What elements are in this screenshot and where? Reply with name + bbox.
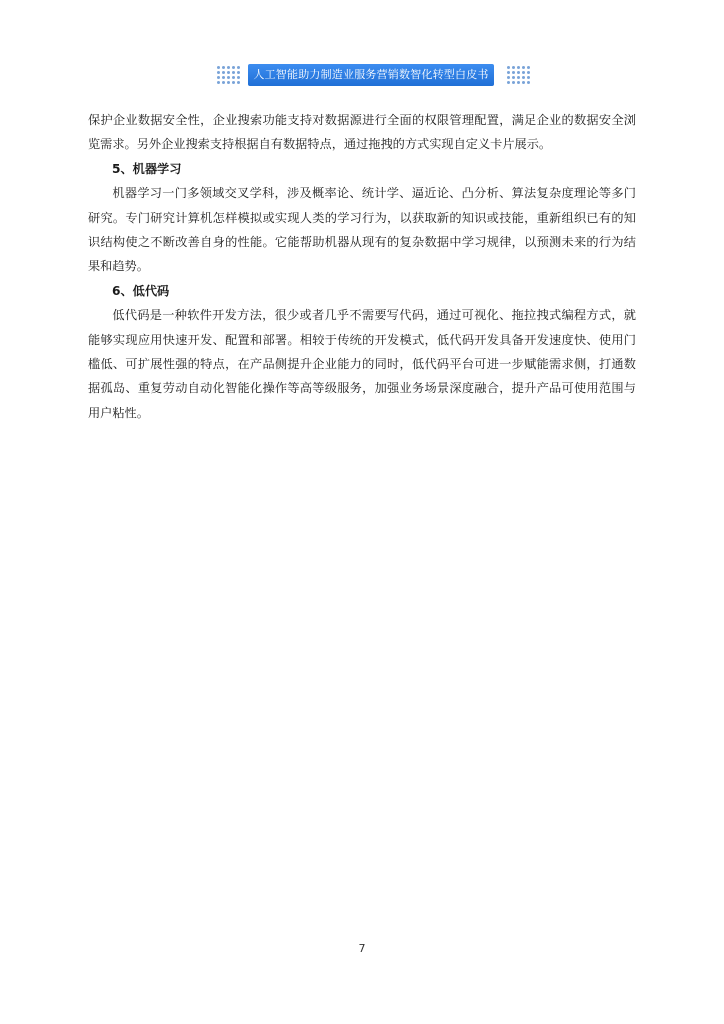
decorative-dots-icon (217, 66, 241, 84)
section-heading-low-code: 6、低代码 (112, 283, 170, 298)
page-header (0, 64, 724, 86)
section-heading-machine-learning: 5、机器学习 (112, 161, 182, 176)
header-title-banner: 人工智能助力制造业服务营销数智化转型白皮书 (248, 64, 494, 86)
document-body (88, 108, 636, 425)
paragraph-continued: 保护企业数据安全性，企业搜索功能支持对数据源进行全面的权限管理配置，满足企业的数据安全浏览需求。另外企业搜索支持根据自有数据特点，通过拖拽的方式实现自定义卡片展示。 (88, 113, 636, 152)
page-number: 7 (358, 942, 366, 955)
decorative-dots-icon (507, 66, 531, 84)
paragraph-machine-learning: 机器学习一门多领域交叉学科，涉及概率论、统计学、逼近论、凸分析、算法复杂度理论等多门研究。专门研究计算机怎样模拟或实现人类的学习行为，以获取新的知识或技能，重新组织已有的知识结构使之不断改善自身的性能。它能帮助机器从现有的复杂数据中学习规律，以预测未来的行为结果和趋势。 (88, 186, 636, 274)
paragraph-low-code: 低代码是一种软件开发方法，很少或者几乎不需要写代码，通过可视化、拖拉拽式编程方式，就能够实现应用快速开发、配置和部署。相较于传统的开发模式，低代码开发具备开发速度快、使用门槛低、可扩展性强的特点，在产品侧提升企业能力的同时，低代码平台可进一步赋能需求侧，打通数据孤岛、重复劳动自动化智能化操作等高等级服务，加强业务场景深度融合，提升产品可使用范围与用户粘性。 (88, 308, 636, 420)
